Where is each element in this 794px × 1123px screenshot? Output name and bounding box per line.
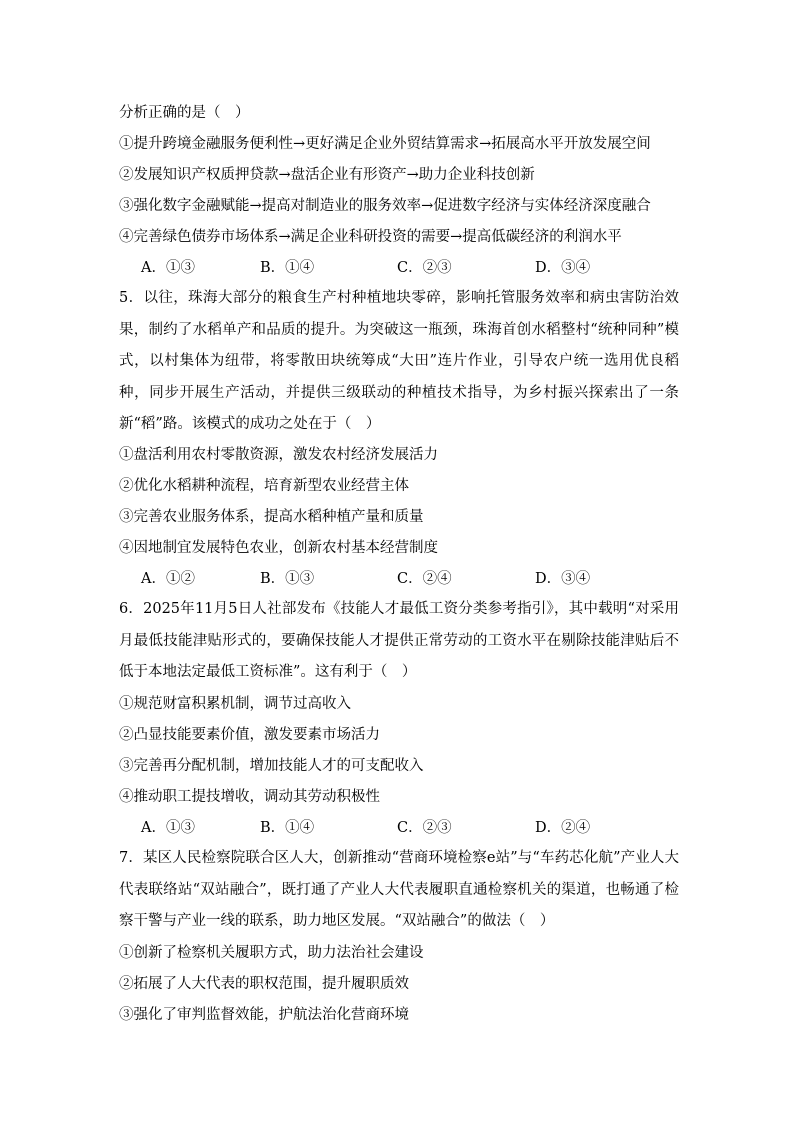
q4-options [141,258,621,278]
q5-item-3: ③完善农业服务体系，提高水稻种植产量和质量 [119,509,424,525]
q7-item-2: ②拓展了人大代表的职权范围，提升履职质效 [119,976,409,992]
q5-item-1: ①盘活利用农村零散资源，激发农村经济发展活力 [119,447,438,463]
q6-item-4: ④推动职工提技增收，调动其劳动积极性 [119,789,380,805]
q7-stem: 7．某区人民检察院联合区人大，创新推动“营商环境检察e站”与“车药芯化航”产业人大代表联络站“双站融合”，既打通了产业人大代表履职直通检察机关的渠道，也畅通了检察干警与产业一线的联系，助力地区发展。“双站融合”的做法（ ） [119,850,679,929]
q5-option-d[interactable]: D．③④ [535,571,591,587]
q4-item-2: ②发展知识产权质押贷款→盘活企业有形资产→助力企业科技创新 [119,167,535,183]
q5-option-b[interactable]: B．①③ [260,571,315,587]
q5-stem: 5．以往，珠海大部分的粮食生产村种植地块零碎，影响托管服务效率和病虫害防治效果，制约了水稻单产和品质的提升。为突破这一瓶颈，珠海首创水稻整村“统种同种”模式，以村集体为纽带，将零散田块统筹成“大田”连片作业，引导农户统一选用优良稻种，同步开展生产活动，并提供三级联动的种植技术指导，为乡村振兴探索出了一条新“稻”路。该模式的成功之处在于（ ） [119,290,679,432]
q6-stem: 6．2025年11月5日人社部发布《技能人才最低工资分类参考指引》，其中载明“对采用月最低技能津贴形式的，要确保技能人才提供正常劳动的工资水平在剔除技能津贴后不低于本地法定最低工资标准”。这有利于（ ） [119,601,679,680]
q6-item-2: ②凸显技能要素价值，激发要素市场活力 [119,727,380,743]
q4-option-b[interactable]: B．①④ [260,260,315,276]
q6-options [141,818,621,838]
q6-option-d[interactable]: D．②④ [535,820,591,836]
q6-option-a[interactable]: A．①③ [141,820,195,836]
q4-option-d[interactable]: D．③④ [535,260,591,276]
q4-option-a[interactable]: A．①③ [141,260,195,276]
q6-item-1: ①规范财富积累机制，调节过高收入 [119,696,351,712]
q7-item-3: ③强化了审判监督效能，护航法治化营商环境 [119,1007,409,1023]
q4-stem-tail: 分析正确的是（ ） [119,105,250,121]
q5-item-4: ④因地制宜发展特色农业，创新农村基本经营制度 [119,540,438,556]
q4-item-1: ①提升跨境金融服务便利性→更好满足企业外贸结算需求→拓展高水平开放发展空间 [119,136,651,152]
q6-option-b[interactable]: B．①④ [260,820,315,836]
q5-option-c[interactable]: C．②④ [397,571,452,587]
q4-option-c[interactable]: C．②③ [397,260,452,276]
q4-item-4: ④完善绿色债券市场体系→满足企业科研投资的需要→提高低碳经济的利润水平 [119,229,622,245]
q5-options [141,569,621,589]
q6-item-3: ③完善再分配机制，增加技能人才的可支配收入 [119,758,424,774]
q4-item-3: ③强化数字金融赋能→提高对制造业的服务效率→促进数字经济与实体经济深度融合 [119,198,651,214]
q5-option-a[interactable]: A．①② [141,571,195,587]
q5-item-2: ②优化水稻耕种流程，培育新型农业经营主体 [119,478,409,494]
q7-item-1: ①创新了检察机关履职方式，助力法治社会建设 [119,945,424,961]
q6-option-c[interactable]: C．②③ [397,820,452,836]
